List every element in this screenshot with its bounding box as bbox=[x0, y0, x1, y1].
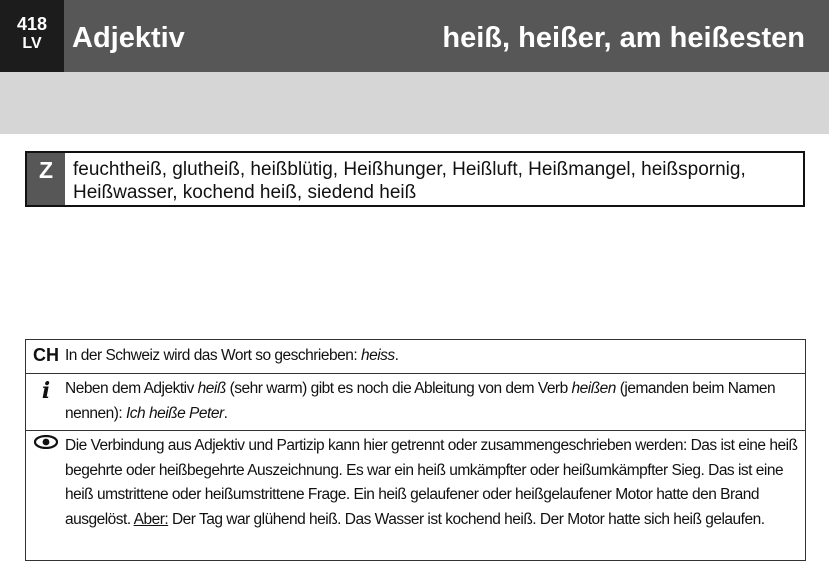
info-word-3: Ich heiße Peter bbox=[126, 404, 224, 422]
note-spelling-text bbox=[65, 434, 799, 532]
comparison-forms: heiß, heißer, am heißesten bbox=[442, 22, 805, 54]
swiss-end: . bbox=[394, 347, 399, 364]
compound-words-box bbox=[25, 151, 805, 207]
page-sub-label: LV bbox=[22, 35, 42, 52]
page-number: 418 bbox=[16, 14, 48, 34]
note-info-text bbox=[65, 377, 799, 426]
info-text-2: (sehr warm) gibt es noch die Ableitung von dem Verb bbox=[225, 380, 572, 397]
eye-icon bbox=[29, 435, 63, 454]
sub-band bbox=[0, 72, 829, 134]
page-title: Adjektiv bbox=[72, 22, 185, 54]
info-text-1: Neben dem Adjektiv bbox=[65, 380, 198, 397]
ch-label: CH bbox=[33, 345, 59, 365]
swiss-example: heiss bbox=[360, 347, 395, 364]
info-word-1: heiß bbox=[197, 380, 226, 397]
info-word-2: heißen bbox=[571, 380, 616, 397]
note-info bbox=[26, 373, 805, 431]
note-swiss-text bbox=[65, 344, 799, 369]
note-swiss bbox=[26, 340, 805, 374]
compound-words-text: feuchtheiß, glutheiß, heißblütig, Heißhunger, Heißluft, Heißmangel, heißspornig, Heißwasser, kochend heiß, siedend heiß bbox=[73, 159, 746, 203]
spelling-text-1: Die Verbindung aus Adjektiv und Partizip kann hier getrennt oder zusammengeschrieben werden: Das ist eine heiß begehrte oder heißbegehrte Auszeichnung. Es war ein heiß umkämpfter oder heißumkämpfter Sieg. Das ist eine heiß umstrittene oder heißumstrittene Frage. Ein heiß gelaufener oder heißgelaufener Motor hatte den Brand ausgelöst. bbox=[65, 437, 798, 528]
info-text-3: (jemanden beim Namen nennen): bbox=[65, 380, 776, 422]
swiss-text: In der Schweiz wird das Wort so geschrieben: bbox=[65, 347, 361, 364]
note-spelling bbox=[26, 430, 805, 562]
page-badge bbox=[0, 0, 64, 72]
z-label: Z bbox=[27, 153, 65, 205]
info-text-4: . bbox=[223, 404, 228, 422]
header-bar bbox=[0, 0, 829, 72]
spelling-underlined: Aber: bbox=[133, 510, 169, 528]
spelling-text-2: Der Tag war glühend heiß. Das Wasser ist kochend heiß. Der Motor hatte sich heiß gelaufen. bbox=[168, 510, 765, 528]
info-icon: i bbox=[41, 378, 51, 404]
notes-box bbox=[25, 339, 806, 561]
